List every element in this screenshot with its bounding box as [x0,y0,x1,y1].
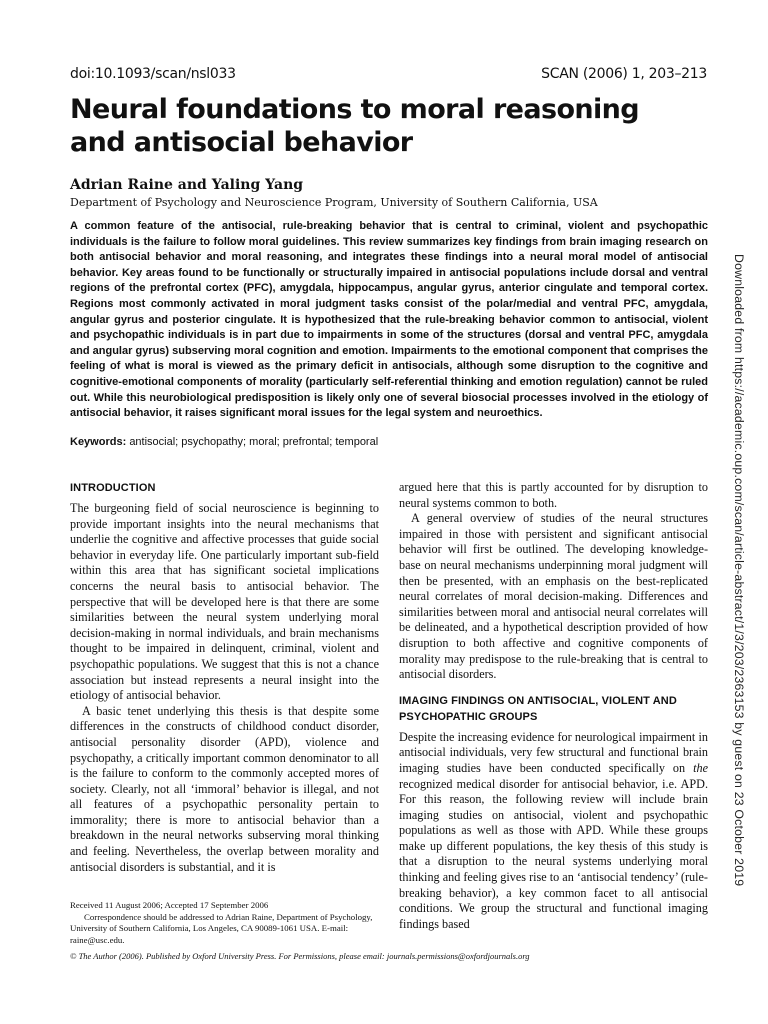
doi: doi:10.1093/scan/nsl033 [70,66,236,82]
left-column [70,480,379,875]
imaging-paragraph-1 [399,730,708,933]
imaging-text-a: Despite the increasing evidence for neurological impairment in antisocial individuals, very few structural and functional brain imaging studies have been conducted specifically on [399,729,708,775]
keywords-text: antisocial; psychopathy; moral; prefrontal; temporal [129,436,379,448]
imaging-text-emphasis: the [693,760,708,775]
intro-paragraph-1: The burgeoning field of social neuroscience is beginning to provide important insights into the neural mechanisms that underlie the cognitive and affective processes that guide social behavior in everyday life. One particularly important sub-field within this area that has significant societal implications concerns the neural basis to antisocial behavior. The perspective that will be developed here is that there are some similarities between the neural system underlying moral decision-making in normal individuals, and brain mechanisms thought to be impaired in delinquent, criminal, violent and psychopathic populations. We suggest that this is not a chance association but instead represents a neural insight into the etiology of antisocial behavior. [70,501,379,703]
article-title: Neural foundations to moral reasoning and antisocial behavior [70,94,640,158]
intro-paragraph-3: argued here that this is partly accounted for by disruption to neural systems common to both. [399,480,708,510]
keywords [70,436,378,448]
abstract: A common feature of the antisocial, rule-breaking behavior that is central to criminal, violent and psychopathic individuals is the failure to follow moral guidelines. This review summarizes key findings from brain imaging research on both antisocial behavior and moral reasoning, and integrates these findings into a neural moral model of antisocial behavior. Key areas found to be functionally or structurally impaired in antisocial populations include dorsal and ventral regions of the prefrontal cortex (PFC), amygdala, hippocampus, angular gyrus, anterior cingulate and temporal cortex. Regions most commonly activated in moral judgment tasks consist of the polar/medial and ventral PFC, amygdala, angular gyrus and posterior cingulate. It is hypothesized that the rule-breaking behavior common to antisocial, violent and psychopathic individuals is in part due to impairments in some of the structures (dorsal and ventral PFC, amygdala and angular gyrus) subserving moral cognition and emotion. Impairments to the emotional component that comprises the feeling of what is moral is viewed as the primary deficit in antisocials, although some disruption to the cognitive and cognitive-emotional components of morality (particularly self-referential thinking and emotion regulation) cannot be ruled out. While this neurobiological predisposition is likely only one of several biosocial processes involved in the etiology of antisocial behavior, it raises significant moral issues for the legal system and neuroethics. [70,220,708,420]
correspondence-note: Correspondence should be addressed to Adrian Raine, Department of Psychology, University of Southern California, Los Angeles, CA 90089-1061 USA. E-mail: raine@usc.edu. [70,911,373,945]
footnotes [70,900,380,946]
copyright-line: © The Author (2006). Published by Oxford University Press. For Permissions, please email: journals.permissions@oxfordjournals.org [70,951,530,961]
introduction-heading: INTRODUCTION [70,482,156,494]
right-column [399,480,708,932]
download-watermark: Downloaded from https://academic.oup.com/scan/article-abstract/1/3/203/2363153 by guest on 23 October 2019 [732,254,746,887]
download-sidebar [728,254,748,887]
authors: Adrian Raine and Yaling Yang [70,177,304,193]
intro-paragraph-4: A general overview of studies of the neural structures impaired in those with persistent and significant antisocial behavior will first be outlined. The developing knowledge-base on neural mechanisms underpinning moral judgment will then be presented, with an emphasis on the best-replicated neural correlates of moral decision-making. Differences and similarities between moral and antisocial neural correlates will be delineated, and a hypothetical description provided of how disruption to both affective and cognitive components of morality may predispose to the rule-breaking that is central to antisocial disorders. [399,511,708,682]
keywords-label: Keywords: [70,436,127,448]
intro-paragraph-2: A basic tenet underlying this thesis is that despite some differences in the constructs of childhood conduct disorder, antisocial personality disorder (APD), violence and psychopathy, a critically important common denominator to all is the failure to conform to the commonly accepted mores of society. Clearly, not all ‘immoral’ behavior is illegal, and not all features of a psychopathic personality pertain to immorality; there is more to antisocial behavior than a breakdown in the neural networks subserving moral thinking and feeling. Nevertheless, the overlap between morality and antisocial disorders is substantial, and it is [70,703,379,874]
imaging-text-b: recognized medical disorder for antisocial behavior, i.e. APD. For this reason, the following review will include brain imaging studies on antisocial, violent and psychopathic populations as well as those with APD. While these groups make up different populations, the key thesis of this study is that a disruption to the neural systems underlying moral thinking and feeling gives rise to an ‘antisocial tendency’ (rule-breaking behavior), a key common facet to all antisocial conditions. We group the structural and functional imaging findings based [399,776,708,931]
affiliation: Department of Psychology and Neuroscience Program, University of Southern California, USA [70,196,598,209]
imaging-heading: IMAGING FINDINGS ON ANTISOCIAL, VIOLENT AND PSYCHOPATHIC GROUPS [399,694,677,723]
journal-citation: SCAN (2006) 1, 203–213 [541,66,707,82]
received-date: Received 11 August 2006; Accepted 17 September 2006 [70,900,269,910]
